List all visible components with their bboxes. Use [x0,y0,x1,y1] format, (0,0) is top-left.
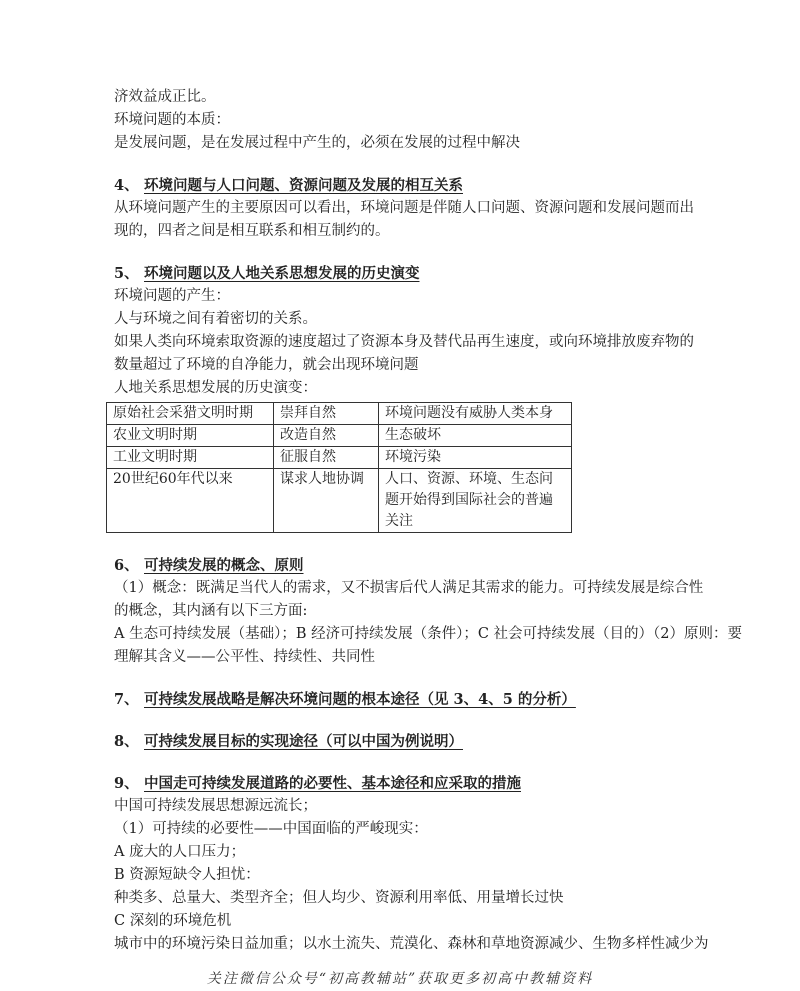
section-title: 可持续发展战略是解决环境问题的根本途径（见 3、4、5 的分析） [144,691,576,708]
table-cell: 生态破坏 [379,425,572,447]
table-row [107,425,572,447]
section-7-heading [114,688,704,711]
table-cell: 征服自然 [274,447,379,469]
table-cell: 谋求人地协调 [274,469,379,533]
section-6-line-4: 理解其含义——公平性、持续性、共同性 [114,649,375,665]
section-6-line-2: 的概念，其内涵有以下三方面: [114,603,308,619]
section-number: 6、 [114,557,139,574]
table-row [107,469,572,533]
section-5-heading [114,262,704,285]
section-9-heading [114,772,704,795]
section-9-line-7: 城市中的环境污染日益加重；以水土流失、荒漠化、森林和草地资源减少、生物多样性减少为 [114,936,709,952]
history-table [106,402,572,533]
section-number: 4、 [114,177,139,194]
section-title: 可持续发展的概念、原则 [144,557,304,574]
section-4-heading [114,174,704,197]
section-title: 环境问题以及人地关系思想发展的历史演变 [144,265,420,282]
table-cell: 原始社会采猎文明时期 [107,403,274,425]
table-cell: 环境污染 [379,447,572,469]
section-5-line-5: 人地关系思想发展的历史演变： [114,380,317,396]
intro-line-3: 是发展问题，是在发展过程中产生的，必须在发展的过程中解决 [114,135,520,151]
section-5-line-3: 如果人类向环境索取资源的速度超过了资源本身及替代品再生速度，或向环境排放废弃物的 [114,334,694,350]
section-title: 可持续发展目标的实现途径（可以中国为例说明） [144,733,463,750]
section-number: 9、 [114,775,139,792]
section-8-heading [114,730,704,753]
section-4-para-1: 从环境问题产生的主要原因可以看出，环境问题是伴随人口问题、资源问题和发展问题而出 [114,200,694,216]
section-number: 8、 [114,733,139,750]
section-5-line-4: 数量超过了环境的自净能力，就会出现环境问题 [114,357,419,373]
table-cell: 20世纪60年代以来 [107,469,274,533]
table-cell: 环境问题没有威胁人类本身 [379,403,572,425]
intro-line-1: 济效益成正比。 [114,89,216,105]
table-row [107,447,572,469]
section-9-line-2: （1）可持续的必要性——中国面临的严峻现实： [114,821,428,837]
section-5-line-2: 人与环境之间有着密切的关系。 [114,311,317,327]
section-6-line-3: A 生态可持续发展（基础）；B 经济可持续发展（条件）；C 社会可持续发展（目的）（2）原则：要 [114,626,743,642]
intro-line-2: 环境问题的本质： [114,112,230,128]
section-9-line-6: C 深刻的环境危机 [114,913,232,929]
document-body [113,86,743,956]
table-row [107,403,572,425]
table-cell: 人口、资源、环境、生态问题开始得到国际社会的普遍关注 [379,469,572,533]
section-5-line-1: 环境问题的产生： [114,288,230,304]
section-4-para-2: 现的，四者之间是相互联系和相互制约的。 [114,223,390,239]
section-9-line-5: 种类多、总量大、类型齐全；但人均少、资源利用率低、用量增长过快 [114,890,564,906]
section-number: 5、 [114,265,139,282]
section-9-line-1: 中国可持续发展思想源远流长； [114,798,317,814]
section-9-line-4: B 资源短缺令人担忧： [114,867,260,883]
table-cell: 工业文明时期 [107,447,274,469]
section-6-heading [114,554,704,577]
section-9-line-3: A 庞大的人口压力； [114,844,246,860]
section-6-line-1: （1）概念：既满足当代人的需求，又不损害后代人满足其需求的能力。可持续发展是综合性 [114,580,704,596]
table-cell: 农业文明时期 [107,425,274,447]
section-number: 7、 [114,691,139,708]
section-title: 中国走可持续发展道路的必要性、基本途径和应采取的措施 [144,775,521,792]
section-title: 环境问题与人口问题、资源问题及发展的相互关系 [144,177,463,194]
table-cell: 改造自然 [274,425,379,447]
page-footer: 关注微信公众号“初高教辅站”获取更多初高中教辅资料 [206,971,594,987]
table-cell: 崇拜自然 [274,403,379,425]
